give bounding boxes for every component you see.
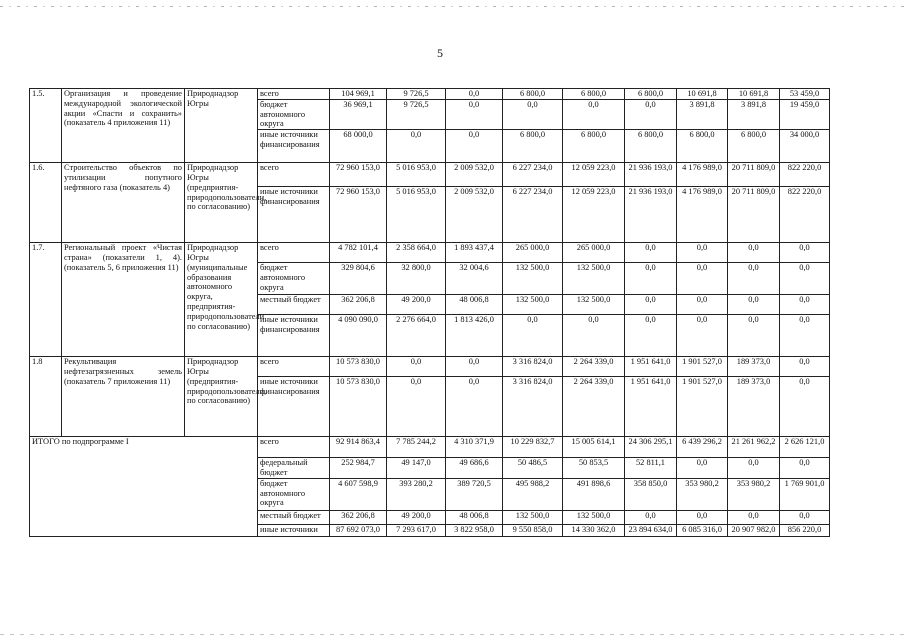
executor: Природнадзор Югры (предприятия-природопользователи, по согласованию) [185, 357, 258, 437]
amount-cell: 132 500,0 [503, 263, 563, 295]
amount-cell: 49 200,0 [387, 510, 446, 524]
amount-cell: 265 000,0 [503, 243, 563, 263]
amount-cell: 0,0 [677, 458, 728, 479]
amount-cell: 3 822 958,0 [446, 524, 503, 536]
amount-cell: 0,0 [677, 315, 728, 357]
amount-cell: 0,0 [503, 315, 563, 357]
amount-cell: 6 800,0 [625, 89, 677, 100]
amount-cell: 34 000,0 [780, 130, 830, 163]
amount-cell: 1 813 426,0 [446, 315, 503, 357]
amount-cell: 4 607 598,9 [330, 478, 387, 510]
amount-cell: 3 891,8 [677, 99, 728, 129]
amount-cell: 0,0 [728, 510, 780, 524]
amount-cell: 50 853,5 [563, 458, 625, 479]
amount-cell: 353 980,2 [728, 478, 780, 510]
amount-cell: 0,0 [563, 315, 625, 357]
amount-cell: 6 800,0 [503, 130, 563, 163]
amount-cell: 5 016 953,0 [387, 163, 446, 187]
amount-cell: 0,0 [780, 458, 830, 479]
amount-cell: 9 726,5 [387, 89, 446, 100]
row-number: 1.5. [30, 89, 62, 163]
amount-cell: 72 960 153,0 [330, 163, 387, 187]
amount-cell: 9 550 858,0 [503, 524, 563, 536]
amount-cell: 2 358 664,0 [387, 243, 446, 263]
amount-cell: 0,0 [780, 315, 830, 357]
amount-cell: 1 769 901,0 [780, 478, 830, 510]
amount-cell: 50 486,5 [503, 458, 563, 479]
table-row-total [30, 437, 830, 458]
amount-cell: 6 800,0 [677, 130, 728, 163]
amount-cell: 132 500,0 [563, 263, 625, 295]
financing-table [29, 88, 830, 537]
amount-cell: 0,0 [728, 315, 780, 357]
amount-cell: 1 901 527,0 [677, 377, 728, 437]
amount-cell: 3 316 824,0 [503, 357, 563, 377]
amount-cell: 48 006,8 [446, 295, 503, 315]
amount-cell: 0,0 [625, 315, 677, 357]
amount-cell: 15 005 614,1 [563, 437, 625, 458]
amount-cell: 132 500,0 [563, 510, 625, 524]
amount-cell: 495 988,2 [503, 478, 563, 510]
funding-source: местный бюджет [258, 295, 330, 315]
amount-cell: 0,0 [677, 510, 728, 524]
amount-cell: 10 573 830,0 [330, 377, 387, 437]
page-number: 5 [437, 46, 443, 60]
amount-cell: 0,0 [446, 377, 503, 437]
row-number: 1.6. [30, 163, 62, 243]
amount-cell: 0,0 [780, 377, 830, 437]
funding-source: всего [258, 437, 330, 458]
amount-cell: 0,0 [387, 377, 446, 437]
funding-source: всего [258, 243, 330, 263]
amount-cell: 0,0 [446, 357, 503, 377]
scan-artifact-top [0, 6, 905, 7]
amount-cell: 132 500,0 [563, 295, 625, 315]
total-label: ИТОГО по подпрограмме I [30, 437, 258, 537]
amount-cell: 0,0 [563, 99, 625, 129]
amount-cell: 0,0 [387, 130, 446, 163]
funding-source: бюджет автономного округа [258, 99, 330, 129]
amount-cell: 6 800,0 [503, 89, 563, 100]
amount-cell: 12 059 223,0 [563, 187, 625, 243]
amount-cell: 0,0 [780, 510, 830, 524]
amount-cell: 362 206,8 [330, 510, 387, 524]
amount-cell: 265 000,0 [563, 243, 625, 263]
amount-cell: 393 280,2 [387, 478, 446, 510]
amount-cell: 6 085 316,0 [677, 524, 728, 536]
amount-cell: 0,0 [446, 99, 503, 129]
amount-cell: 132 500,0 [503, 510, 563, 524]
amount-cell: 0,0 [780, 243, 830, 263]
amount-cell: 0,0 [780, 357, 830, 377]
executor: Природнадзор Югры (муниципальные образования автономного округа, предприятия-природопользователи по согласованию) [185, 243, 258, 357]
amount-cell: 104 969,1 [330, 89, 387, 100]
measure-name: Строительство объектов по утилизации попутного нефтяного газа (показатель 4) [62, 163, 185, 243]
amount-cell: 0,0 [625, 510, 677, 524]
funding-source: бюджет автономного округа [258, 263, 330, 295]
amount-cell: 20 711 809,0 [728, 163, 780, 187]
amount-cell: 7 785 244,2 [387, 437, 446, 458]
amount-cell: 0,0 [625, 99, 677, 129]
amount-cell: 1 901 527,0 [677, 357, 728, 377]
amount-cell: 1 893 437,4 [446, 243, 503, 263]
amount-cell: 856 220,0 [780, 524, 830, 536]
funding-source: иные источники финансирования [258, 187, 330, 243]
funding-source: федеральный бюджет [258, 458, 330, 479]
scan-artifact-bottom [0, 634, 905, 635]
amount-cell: 32 800,0 [387, 263, 446, 295]
amount-cell: 4 310 371,9 [446, 437, 503, 458]
funding-source: иные источники финансирования [258, 377, 330, 437]
amount-cell: 6 227 234,0 [503, 187, 563, 243]
amount-cell: 189 373,0 [728, 377, 780, 437]
amount-cell: 6 800,0 [563, 130, 625, 163]
amount-cell: 21 936 193,0 [625, 163, 677, 187]
amount-cell: 24 306 295,1 [625, 437, 677, 458]
executor: Природнадзор Югры [185, 89, 258, 163]
amount-cell: 0,0 [677, 263, 728, 295]
amount-cell: 10 573 830,0 [330, 357, 387, 377]
amount-cell: 21 261 962,2 [728, 437, 780, 458]
amount-cell: 3 891,8 [728, 99, 780, 129]
funding-source: всего [258, 89, 330, 100]
amount-cell: 0,0 [677, 243, 728, 263]
amount-cell: 4 090 090,0 [330, 315, 387, 357]
amount-cell: 0,0 [387, 357, 446, 377]
amount-cell: 132 500,0 [503, 295, 563, 315]
amount-cell: 49 200,0 [387, 295, 446, 315]
funding-source: всего [258, 357, 330, 377]
amount-cell: 49 147,0 [387, 458, 446, 479]
amount-cell: 0,0 [728, 295, 780, 315]
amount-cell: 9 726,5 [387, 99, 446, 129]
amount-cell: 12 059 223,0 [563, 163, 625, 187]
measure-name: Рекультивация нефтезагрязненных земель (показатель 7 приложения 11) [62, 357, 185, 437]
amount-cell: 0,0 [625, 243, 677, 263]
amount-cell: 4 176 989,0 [677, 163, 728, 187]
amount-cell: 2 009 532,0 [446, 187, 503, 243]
funding-source: иные источники финансирования [258, 315, 330, 357]
amount-cell: 19 459,0 [780, 99, 830, 129]
table-row [30, 357, 830, 377]
amount-cell: 389 720,5 [446, 478, 503, 510]
table-row [30, 89, 830, 100]
amount-cell: 0,0 [503, 99, 563, 129]
amount-cell: 49 686,6 [446, 458, 503, 479]
amount-cell: 20 907 982,0 [728, 524, 780, 536]
amount-cell: 21 936 193,0 [625, 187, 677, 243]
amount-cell: 6 800,0 [563, 89, 625, 100]
funding-source: иные источники финансирования [258, 130, 330, 163]
amount-cell: 2 276 664,0 [387, 315, 446, 357]
amount-cell: 10 691,8 [728, 89, 780, 100]
amount-cell: 6 227 234,0 [503, 163, 563, 187]
amount-cell: 0,0 [728, 458, 780, 479]
funding-source: бюджет автономного округа [258, 478, 330, 510]
measure-name: Региональный проект «Чистая страна» (показатели 1, 4). (показатель 5, 6 приложения 11) [62, 243, 185, 357]
amount-cell: 6 800,0 [625, 130, 677, 163]
amount-cell: 92 914 863,4 [330, 437, 387, 458]
amount-cell: 362 206,8 [330, 295, 387, 315]
amount-cell: 2 264 339,0 [563, 377, 625, 437]
amount-cell: 5 016 953,0 [387, 187, 446, 243]
amount-cell: 822 220,0 [780, 187, 830, 243]
amount-cell: 4 176 989,0 [677, 187, 728, 243]
amount-cell: 10 691,8 [677, 89, 728, 100]
amount-cell: 48 006,8 [446, 510, 503, 524]
amount-cell: 0,0 [625, 263, 677, 295]
amount-cell: 2 264 339,0 [563, 357, 625, 377]
funding-source: местный бюджет [258, 510, 330, 524]
amount-cell: 1 951 641,0 [625, 377, 677, 437]
amount-cell: 358 850,0 [625, 478, 677, 510]
amount-cell: 0,0 [728, 243, 780, 263]
amount-cell: 329 804,6 [330, 263, 387, 295]
row-number: 1.7. [30, 243, 62, 357]
amount-cell: 822 220,0 [780, 163, 830, 187]
amount-cell: 23 894 634,0 [625, 524, 677, 536]
amount-cell: 68 000,0 [330, 130, 387, 163]
amount-cell: 189 373,0 [728, 357, 780, 377]
amount-cell: 32 004,6 [446, 263, 503, 295]
amount-cell: 0,0 [625, 295, 677, 315]
row-number: 1.8 [30, 357, 62, 437]
amount-cell: 0,0 [677, 295, 728, 315]
amount-cell: 2 626 121,0 [780, 437, 830, 458]
amount-cell: 0,0 [780, 263, 830, 295]
measure-name: Организация и проведение международной экологической акции «Спасти и сохранить» (показатель 4 приложения 11) [62, 89, 185, 163]
amount-cell: 6 439 296,2 [677, 437, 728, 458]
amount-cell: 3 316 824,0 [503, 377, 563, 437]
table-row [30, 243, 830, 263]
amount-cell: 353 980,2 [677, 478, 728, 510]
amount-cell: 2 009 532,0 [446, 163, 503, 187]
amount-cell: 20 711 809,0 [728, 187, 780, 243]
executor: Природнадзор Югры (предприятия-природопользователи, по согласованию) [185, 163, 258, 243]
funding-source: иные источники [258, 524, 330, 536]
amount-cell: 53 459,0 [780, 89, 830, 100]
amount-cell: 0,0 [446, 89, 503, 100]
amount-cell: 10 229 832,7 [503, 437, 563, 458]
amount-cell: 14 330 362,0 [563, 524, 625, 536]
amount-cell: 52 811,1 [625, 458, 677, 479]
amount-cell: 0,0 [446, 130, 503, 163]
funding-source: всего [258, 163, 330, 187]
amount-cell: 0,0 [728, 263, 780, 295]
amount-cell: 0,0 [780, 295, 830, 315]
amount-cell: 491 898,6 [563, 478, 625, 510]
amount-cell: 7 293 617,0 [387, 524, 446, 536]
amount-cell: 72 960 153,0 [330, 187, 387, 243]
amount-cell: 1 951 641,0 [625, 357, 677, 377]
amount-cell: 36 969,1 [330, 99, 387, 129]
amount-cell: 4 782 101,4 [330, 243, 387, 263]
amount-cell: 6 800,0 [728, 130, 780, 163]
amount-cell: 252 984,7 [330, 458, 387, 479]
table-row [30, 163, 830, 187]
amount-cell: 87 692 073,0 [330, 524, 387, 536]
